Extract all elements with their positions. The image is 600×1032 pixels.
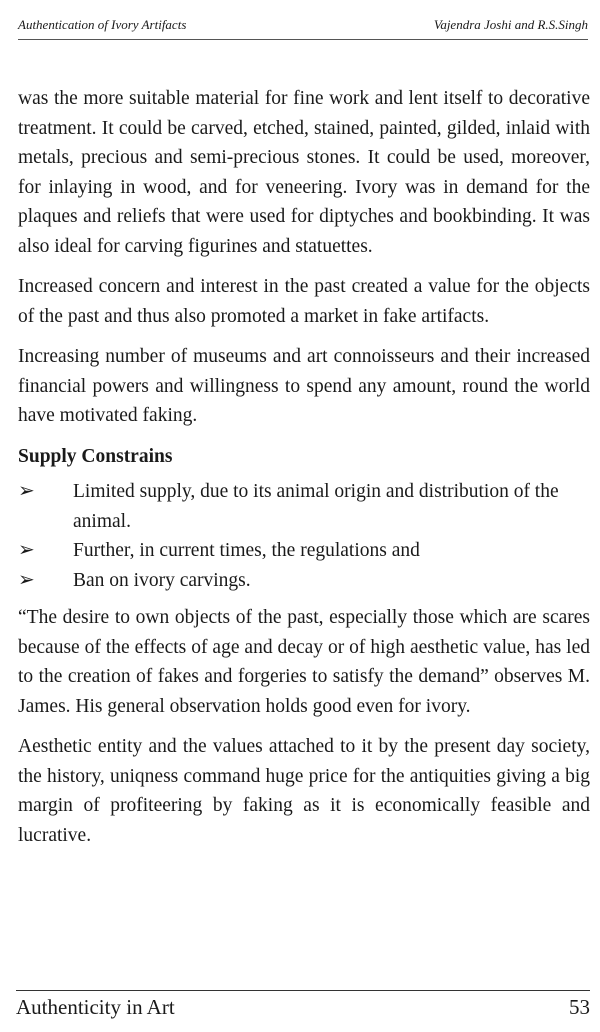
page-body xyxy=(18,84,590,861)
running-header xyxy=(18,17,588,40)
section-heading: Supply Constrains xyxy=(18,445,173,467)
list-item xyxy=(18,566,590,596)
arrow-bullet-icon: ➢ xyxy=(18,568,35,591)
bullet-text: Further, in current times, the regulations and xyxy=(73,540,420,561)
arrow-bullet-icon: ➢ xyxy=(18,480,35,502)
page-number: 53 xyxy=(569,995,590,1019)
paragraph: was the more suitable material for fine work and lent itself to decorative treatment. It could be carved, etched, stained, painted, gilded, inlaid with metals, precious and semi-precious stones. It could be used, moreover, for inlaying in wood, and for veneering. Ivory was in demand for the plaques and reliefs that were used for diptyches and bookbinding. It was also ideal for carving figurines and statuettes. xyxy=(18,88,590,257)
bullet-text: Limited supply, due to its animal origin and distribution of the animal. xyxy=(73,481,559,532)
arrow-bullet-icon: ➢ xyxy=(18,539,35,561)
paragraph: “The desire to own objects of the past, especially those which are scares because of the effects of age and decay or of high aesthetic value, has led to the creation of fakes and forgeries to satisfy the demand” observes M. James. His general observation holds good even for ivory. xyxy=(18,607,590,717)
paragraph: Increased concern and interest in the past created a value for the objects of the past and thus also promoted a market in fake artifacts. xyxy=(18,276,590,327)
header-book-title: Authentication of Ivory Artifacts xyxy=(18,17,187,32)
paragraph: Increasing number of museums and art connoisseurs and their increased financial powers and willingness to spend any amount, round the world have motivated faking. xyxy=(18,346,590,426)
bullet-text: Ban on ivory carvings. xyxy=(73,569,251,591)
paragraph: Aesthetic entity and the values attached to it by the present day society, the history, uniqness command huge price for the antiquities giving a big margin of profiteering by faking as it is economically feasible and lucrative. xyxy=(18,736,590,846)
list-item xyxy=(18,477,590,536)
footer-book-title: Authenticity in Art xyxy=(16,995,175,1019)
bullet-list xyxy=(18,477,590,595)
page-footer xyxy=(16,990,590,1020)
list-item xyxy=(18,536,590,566)
header-authors: Vajendra Joshi and R.S.Singh xyxy=(433,17,588,32)
